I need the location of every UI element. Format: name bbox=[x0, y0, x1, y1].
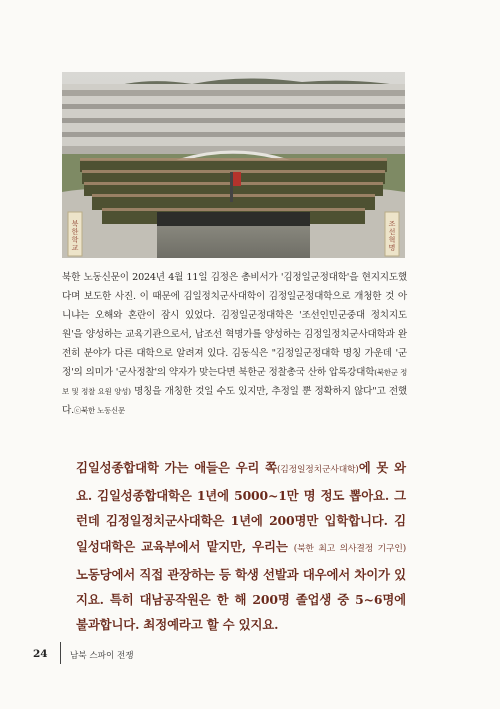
quote-text-2: 에 못 와요. 김일성종합대학은 1년에 5000~1만 명 정도 뽑아요. 그런데 김정일정치군사대학은 1년에 200명만 입학합니다. 김일성대학은 교육부에서 맡지만, 우리는 bbox=[76, 460, 406, 554]
caption-text-2: 명칭을 개칭한 것일 수도 있지만, 추정일 뿐 정확하지 않다"고 전했다. bbox=[62, 386, 407, 416]
quote-note-1: (김정일정치군사대학) bbox=[276, 465, 359, 475]
photo-illustration bbox=[62, 72, 405, 258]
quote-note-2: (북한 최고 의사결정 기구인) bbox=[293, 543, 406, 554]
sign-right-text: 조선혁명 bbox=[388, 220, 396, 252]
quote-text-3: 노동당에서 직접 관장하는 등 학생 선발과 대우에서 차이가 있지요. 특히 대남공작원은 한 해 200명 졸업생 중 5~6명에 불과합니다. 최정예라고 할 수 있지요. bbox=[76, 566, 406, 633]
interview-quote bbox=[76, 455, 406, 637]
quote-text-1: 김일성종합대학 가는 애들은 우리 쪽 bbox=[76, 460, 277, 475]
footer-divider bbox=[60, 642, 61, 664]
photo-group-portrait bbox=[62, 72, 405, 258]
page-number: 24 bbox=[33, 648, 48, 660]
caption-note: (북한군 정보 및 정찰 요원 양성) bbox=[62, 368, 408, 396]
photo-credit: ⓒ북한 노동신문 bbox=[73, 406, 125, 415]
book-title: 남북 스파이 전쟁 bbox=[70, 651, 134, 661]
sign-left-text: 북한학교 bbox=[71, 220, 79, 252]
caption-text-1: 북한 노동신문이 2024년 4월 11일 김정은 총비서가 '김정일군정대학'을 현지지도했다며 보도한 사진. 이 때문에 김일정치군사대학이 김정일군정대학으로 개청한 것 아니냐는 오해와 혼란이 잠시 있었다. 김정일군정대학은 '조선인민군중대 정치지도원'을 양성하는 교육기관으로서, 납조선 혁명가를 양성하는 김정일정치군사대학과 완전히 분야가 다른 대학으로 알려져 있다. 김동식은 "김정일군정대학 명칭 가운데 '군정'의 의미가 '군사정찰'의 약자가 맞는다면 북한군 정찰총국 산하 압록강대학 bbox=[62, 272, 407, 378]
photo-caption bbox=[62, 268, 407, 420]
page-footer bbox=[0, 642, 500, 664]
